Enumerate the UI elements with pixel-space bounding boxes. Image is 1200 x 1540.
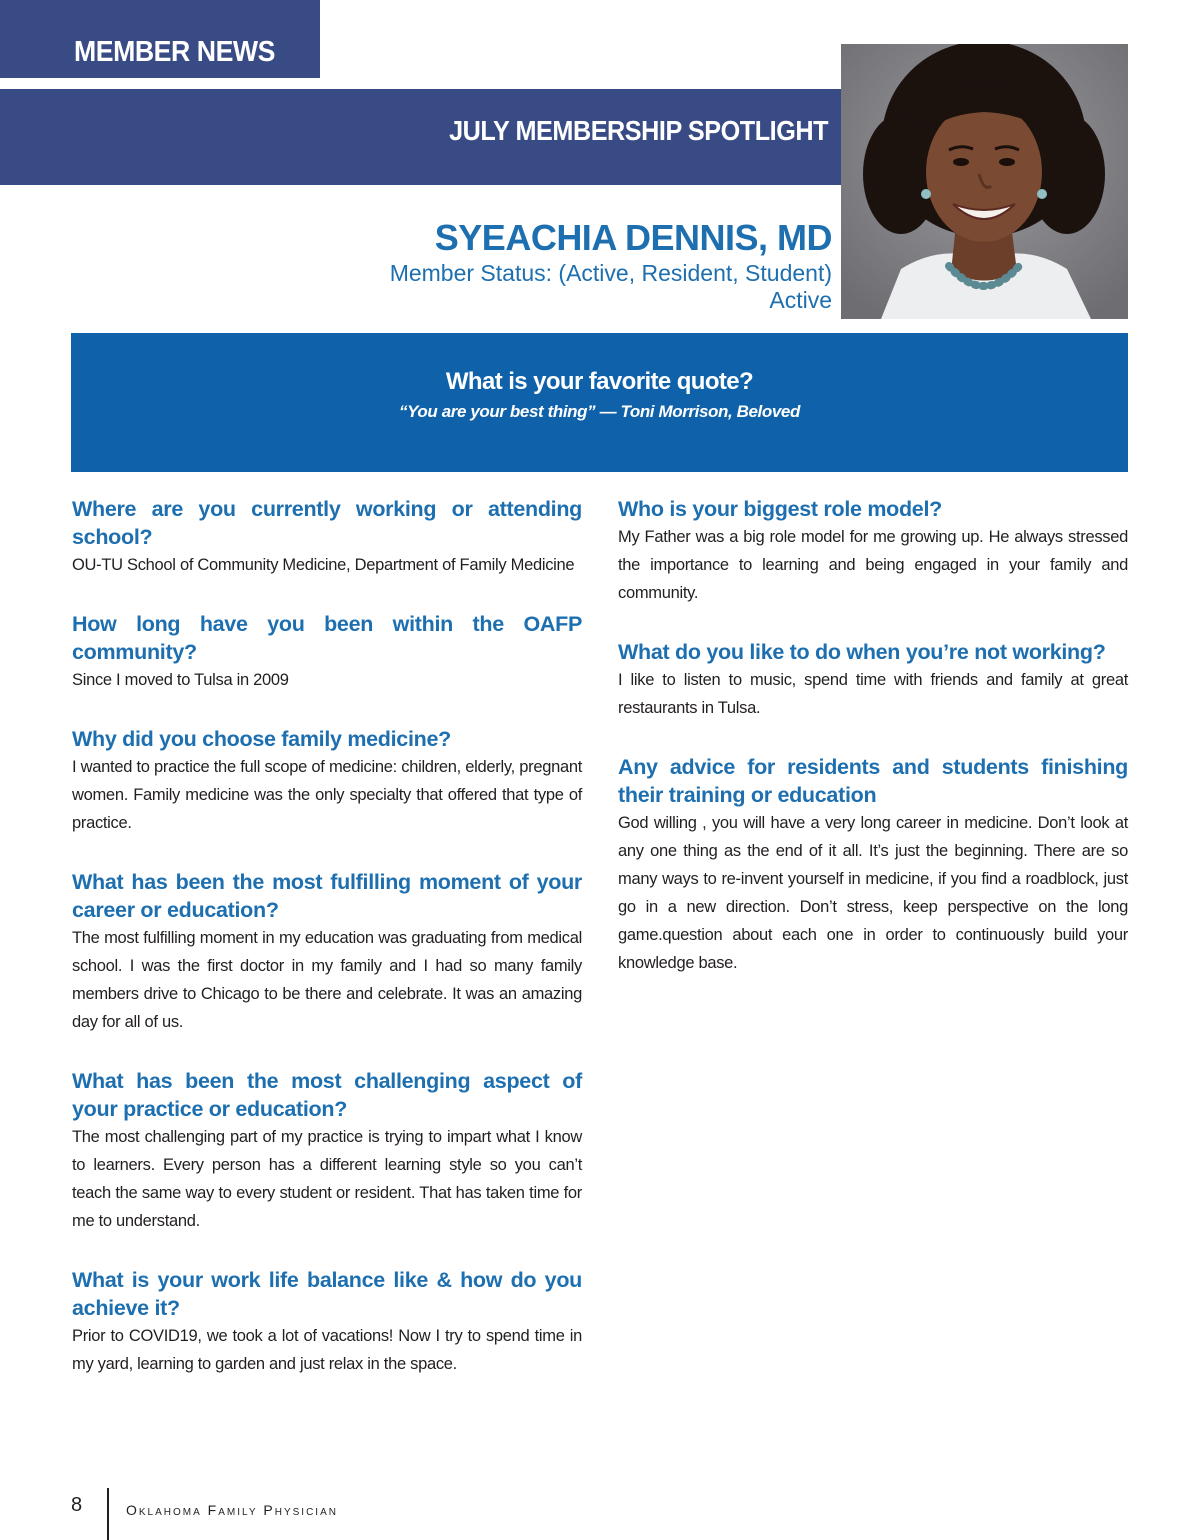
qa-question: Any advice for residents and students finishing their training or education: [618, 755, 1128, 807]
qa-question: Who is your biggest role model?: [618, 497, 942, 521]
qa-answer: God willing , you will have a very long career in medicine. Don’t look at any one thing as the end of it all. It’s just the beginning. There are so many ways to re-invent yourself in medicine, if you find a roadblock, just go in a new direction. Don’t stress, keep perspective on the long game.question about each one in order to continuously build your knowledge base.: [618, 814, 1128, 972]
member-name-block: [232, 216, 832, 314]
qa-answer: Prior to COVID19, we took a lot of vacations! Now I try to spend time in my yard, learning to garden and just relax in the space.: [72, 1327, 582, 1373]
quote-question: What is your favorite quote?: [445, 368, 754, 395]
right-column: [618, 495, 1128, 1008]
footer-divider: [107, 1488, 109, 1540]
page-number: 8: [71, 1494, 83, 1516]
section-tab: [0, 0, 320, 78]
quote-answer: “You are your best thing” — Toni Morrison, Beloved: [399, 402, 800, 421]
qa-item: [618, 638, 1128, 722]
qa-item: [72, 725, 582, 837]
qa-question: What has been the most challenging aspect of your practice or education?: [72, 1069, 582, 1121]
member-status-value: Active: [769, 287, 832, 313]
qa-item: [72, 610, 582, 694]
qa-item: [618, 495, 1128, 607]
qa-question: What has been the most fulfilling moment of your career or education?: [72, 870, 582, 922]
qa-question: What is your work life balance like & how do you achieve it?: [72, 1268, 582, 1320]
section-title: MEMBER NEWS: [74, 36, 275, 68]
qa-item: [618, 753, 1128, 977]
qa-question: What do you like to do when you’re not working?: [618, 640, 1106, 664]
banner-title: JULY MEMBERSHIP SPOTLIGHT: [449, 115, 828, 146]
member-name: SYEACHIA DENNIS, MD: [434, 217, 832, 258]
member-photo: [841, 44, 1128, 319]
qa-item: [72, 868, 582, 1036]
favorite-quote-box: [71, 333, 1128, 472]
qa-question: How long have you been within the OAFP community?: [72, 612, 582, 664]
left-column: [72, 495, 582, 1409]
qa-question: Why did you choose family medicine?: [72, 727, 451, 751]
publication-title: Oklahoma Family Physician: [126, 1502, 338, 1518]
qa-answer: OU-TU School of Community Medicine, Department of Family Medicine: [72, 556, 575, 574]
qa-answer: The most challenging part of my practice is trying to impart what I know to learners. Every person has a different learning style so you can’t teach the same way to every student or resident. That has taken time for me to understand.: [72, 1128, 582, 1230]
qa-item: [72, 1067, 582, 1235]
member-status-label: Member Status: (Active, Resident, Student): [389, 260, 832, 286]
qa-answer: The most fulfilling moment in my education was graduating from medical school. I was the first doctor in my family and I had so many family members drive to Chicago to be there and celebrate. It was an amazing day for all of us.: [72, 929, 582, 1031]
qa-item: [72, 495, 582, 579]
spotlight-banner: [0, 89, 842, 185]
qa-question: Where are you currently working or attending school?: [72, 497, 582, 549]
qa-answer: I like to listen to music, spend time with friends and family at great restaurants in Tulsa.: [618, 671, 1128, 717]
qa-item: [72, 1266, 582, 1378]
portrait-illustration: [841, 44, 1128, 319]
qa-answer: My Father was a big role model for me growing up. He always stressed the importance to learning and being engaged in your family and community.: [618, 528, 1128, 602]
qa-answer: Since I moved to Tulsa in 2009: [72, 671, 289, 689]
qa-answer: I wanted to practice the full scope of medicine: children, elderly, pregnant women. Family medicine was the only specialty that offered that type of practice.: [72, 758, 582, 832]
